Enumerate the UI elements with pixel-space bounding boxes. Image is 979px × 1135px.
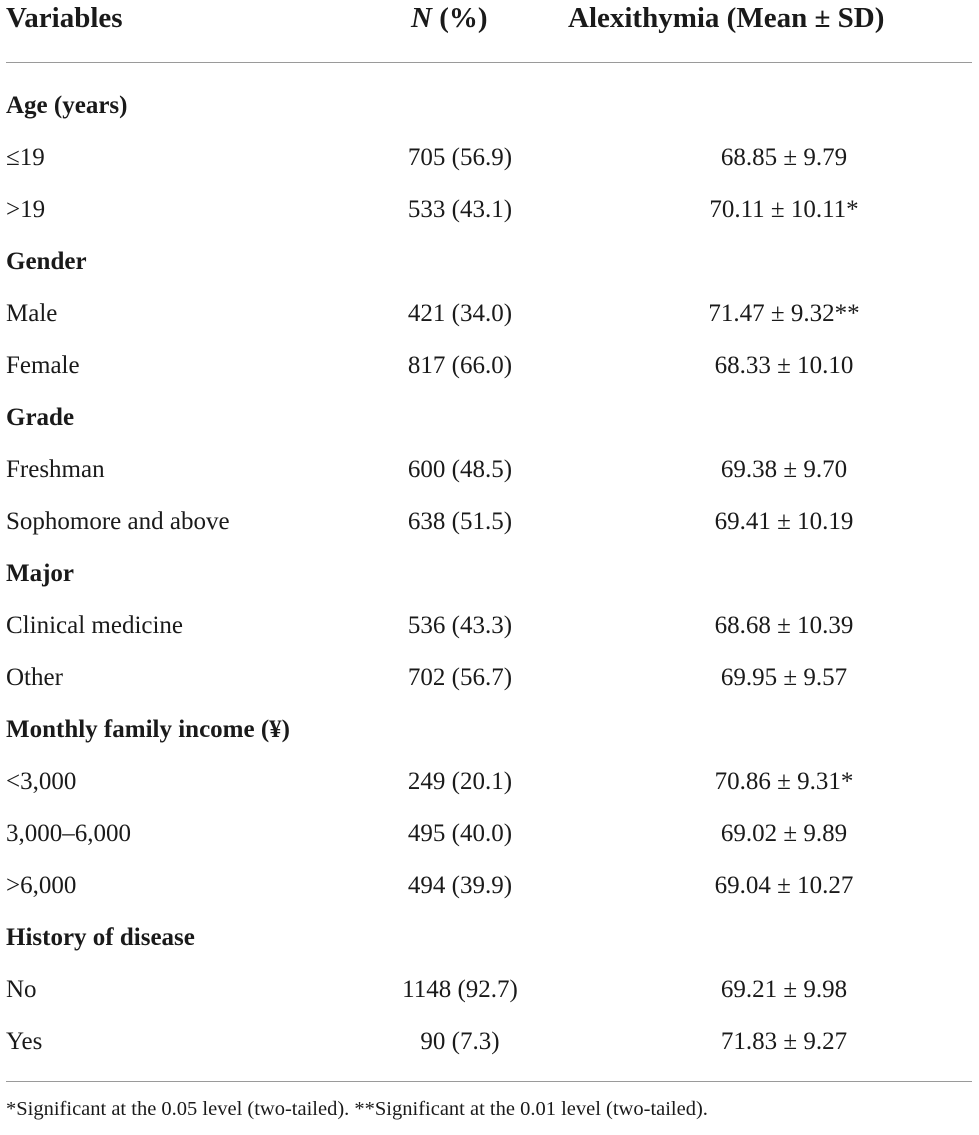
group-header-row: [6, 82, 972, 134]
row-mean-sd: 69.21 ± 9.98: [720, 976, 848, 1003]
table-row: [6, 446, 972, 498]
row-label: >19: [6, 196, 46, 223]
table-row: [6, 758, 972, 810]
header-n-suffix: (%): [431, 2, 488, 34]
row-label: Freshman: [6, 456, 105, 483]
row-mean-sd: 68.33 ± 10.10: [714, 352, 854, 379]
footer-divider: [6, 1081, 972, 1082]
table-row: [6, 498, 972, 550]
row-n-percent: 1148 (92.7): [402, 976, 518, 1003]
table-row: [6, 862, 972, 914]
row-mean-sd: 68.85 ± 9.79: [720, 144, 848, 171]
row-n-percent: 817 (66.0): [407, 352, 513, 379]
row-label: 3,000–6,000: [6, 820, 131, 847]
group-label: Age (years): [6, 92, 128, 119]
header-divider: [6, 62, 972, 63]
row-label: Other: [6, 664, 63, 691]
row-label: Female: [6, 352, 80, 379]
table-header-row: [6, 0, 972, 62]
group-header-row: [6, 238, 972, 290]
header-n-percent: [411, 2, 488, 35]
row-mean-sd: 69.02 ± 9.89: [720, 820, 848, 847]
table-row: [6, 654, 972, 706]
group-header-row: [6, 550, 972, 602]
table-row: [6, 290, 972, 342]
row-n-percent: 421 (34.0): [407, 300, 513, 327]
row-n-percent: 533 (43.1): [407, 196, 513, 223]
row-mean-sd: 69.95 ± 9.57: [720, 664, 848, 691]
row-label: Male: [6, 300, 58, 327]
table-row: [6, 602, 972, 654]
group-label: Monthly family income (¥): [6, 716, 290, 743]
row-mean-sd: 71.83 ± 9.27: [720, 1028, 848, 1055]
row-n-percent: 536 (43.3): [407, 612, 513, 639]
header-n-symbol: N: [411, 2, 432, 34]
row-label: Yes: [6, 1028, 43, 1055]
row-n-percent: 249 (20.1): [407, 768, 513, 795]
group-header-row: [6, 706, 972, 758]
group-header-row: [6, 914, 972, 966]
row-label: No: [6, 976, 37, 1003]
row-n-percent: 90 (7.3): [420, 1028, 500, 1055]
group-label: Major: [6, 560, 75, 587]
row-label: ≤19: [6, 144, 45, 171]
row-mean-sd: 68.68 ± 10.39: [714, 612, 854, 639]
table-row: [6, 186, 972, 238]
table-row: [6, 134, 972, 186]
header-alexithymia: Alexithymia (Mean ± SD): [568, 2, 885, 34]
header-variables: Variables: [6, 2, 123, 34]
table-row: [6, 810, 972, 862]
group-header-row: [6, 394, 972, 446]
row-mean-sd: 71.47 ± 9.32**: [708, 300, 860, 327]
row-n-percent: 494 (39.9): [407, 872, 513, 899]
table-footnote: *Significant at the 0.05 level (two-tailed). **Significant at the 0.01 level (two-tailed).: [6, 1098, 708, 1120]
row-n-percent: 638 (51.5): [407, 508, 513, 535]
row-mean-sd: 70.86 ± 9.31*: [714, 768, 854, 795]
row-mean-sd: 69.38 ± 9.70: [720, 456, 848, 483]
row-label: Clinical medicine: [6, 612, 184, 639]
row-mean-sd: 70.11 ± 10.11*: [709, 196, 859, 223]
row-label: >6,000: [6, 872, 77, 899]
group-label: Gender: [6, 248, 87, 275]
table-row: [6, 966, 972, 1018]
row-mean-sd: 69.04 ± 10.27: [714, 872, 854, 899]
row-label: Sophomore and above: [6, 508, 230, 535]
row-n-percent: 705 (56.9): [407, 144, 513, 171]
group-label: History of disease: [6, 924, 195, 951]
table-row: [6, 1018, 972, 1070]
demographics-table: [6, 0, 972, 1055]
row-mean-sd: 69.41 ± 10.19: [714, 508, 854, 535]
row-n-percent: 600 (48.5): [407, 456, 513, 483]
group-label: Grade: [6, 404, 75, 431]
row-n-percent: 495 (40.0): [407, 820, 513, 847]
table-row: [6, 342, 972, 394]
table-body: [6, 82, 972, 1070]
row-label: <3,000: [6, 768, 77, 795]
row-n-percent: 702 (56.7): [407, 664, 513, 691]
